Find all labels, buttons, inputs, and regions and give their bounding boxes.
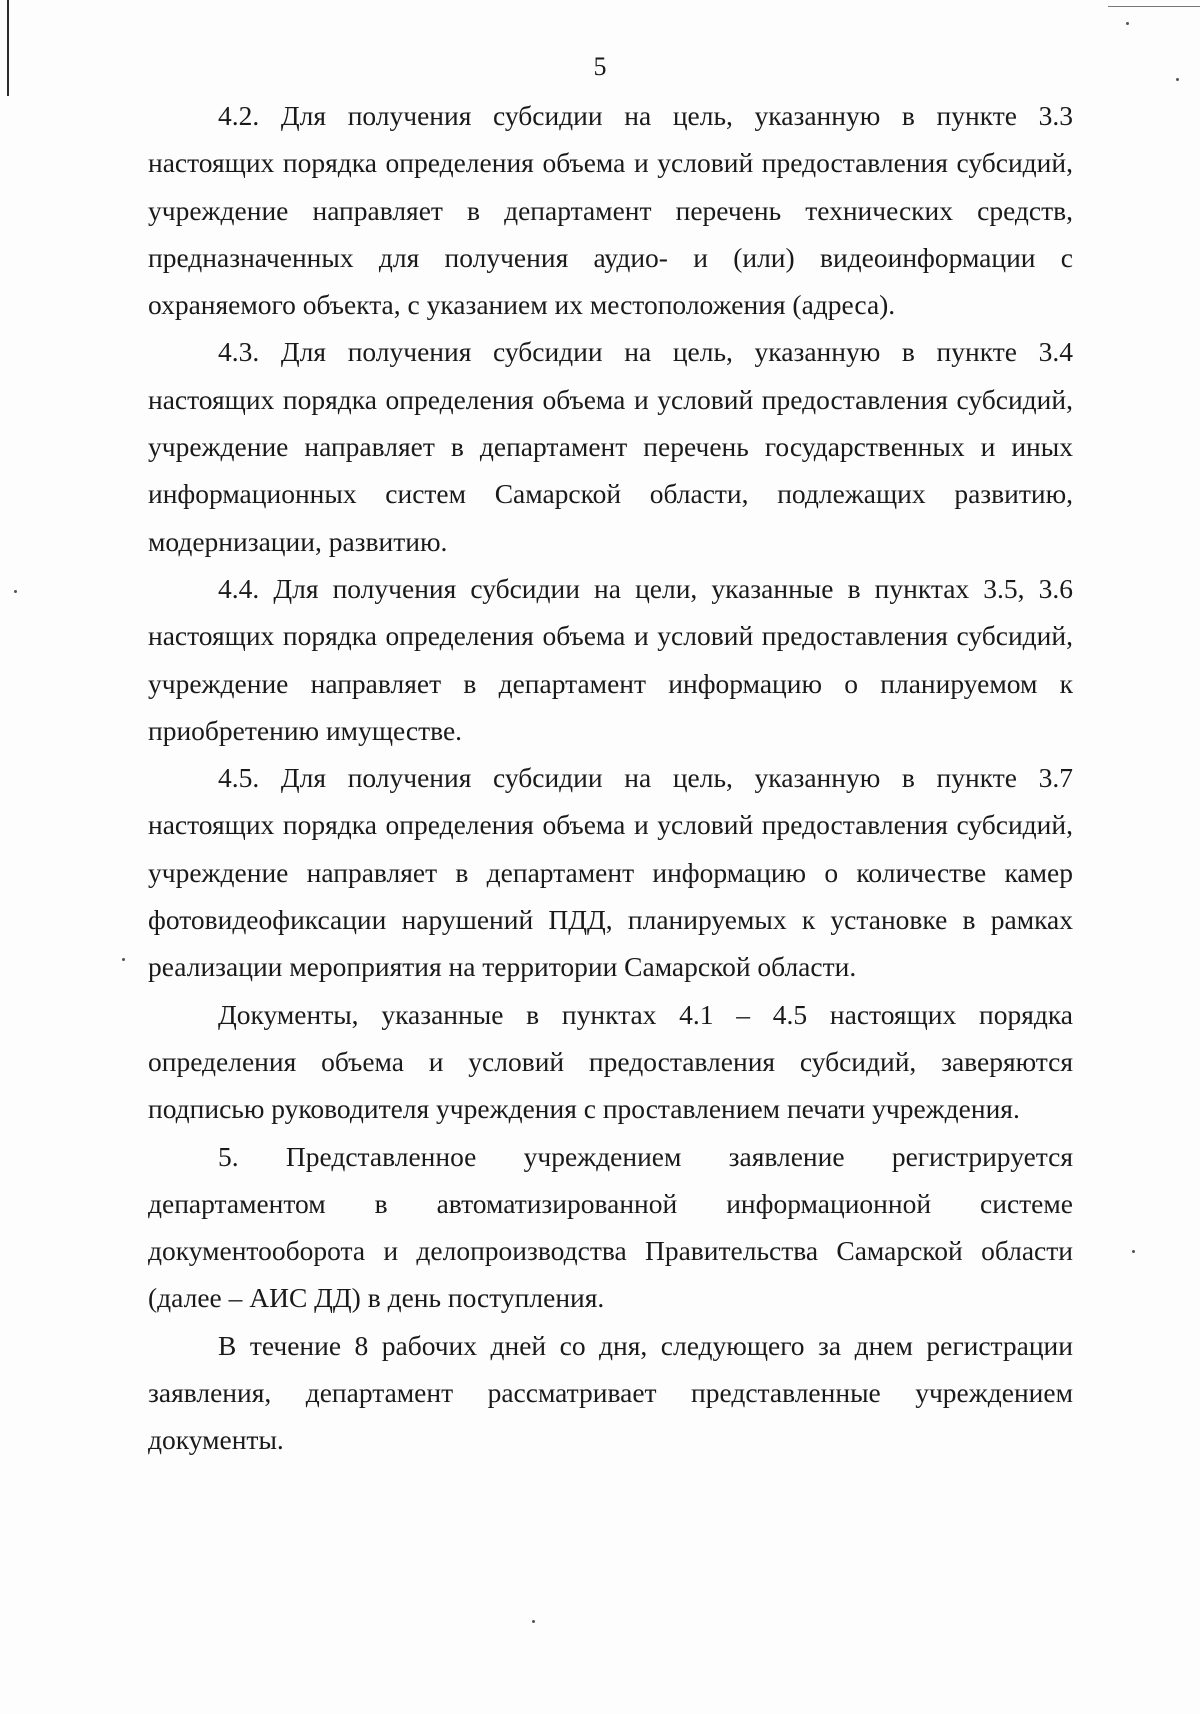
scan-speck <box>14 590 17 593</box>
paragraph-4-2: 4.2. Для получения субсидии на цель, указанную в пункте 3.3 настоящих порядка определения объема и условий предоставления субсидий, учреждение направляет в департамент перечень технических средств, предназначенных для получения аудио- и (или) видеоинформации с охраняемого объекта, с указанием их местоположения (адреса). <box>148 100 1073 321</box>
paragraph-4-3: 4.3. Для получения субсидии на цель, указанную в пункте 3.4 настоящих порядка определения объема и условий предоставления субсидий, учреждение направляет в департамент перечень государственных и иных информационных систем Самарской области, подлежащих развитию, модернизации, развитию. <box>148 336 1073 557</box>
paragraph-documents: Документы, указанные в пунктах 4.1 – 4.5 настоящих порядка определения объема и условий предоставления субсидий, заверяются подписью руководителя учреждения с проставлением печати учреждения. <box>148 998 1073 1125</box>
paragraph-4-5: 4.5. Для получения субсидии на цель, указанную в пункте 3.7 настоящих порядка определения объема и условий предоставления субсидий, учреждение направляет в департамент информацию о количестве камер фотовидеофиксации нарушений ПДД, планируемых к установке в рамках реализации мероприятия на территории Самарской области. <box>148 762 1073 983</box>
paragraph-review: В течение 8 рабочих дней со дня, следующего за днем регистрации заявления, департамент рассматривает представленные учреждением документы. <box>148 1329 1073 1456</box>
scan-speck <box>532 1620 535 1623</box>
page-number: 5 <box>593 52 607 81</box>
scan-speck <box>1132 1250 1135 1253</box>
document-body <box>148 92 1073 1464</box>
paragraph-5: 5. Представленное учреждением заявление регистрируется департаментом в автоматизированной информационной системе документооборота и делопроизводства Правительства Самарской области (далее – АИС ДД) в день поступления. <box>148 1140 1073 1314</box>
scan-edge-line <box>1108 6 1200 7</box>
paragraph-4-4: 4.4. Для получения субсидии на цели, указанные в пунктах 3.5, 3.6 настоящих порядка определения объема и условий предоставления субсидий, учреждение направляет в департамент информацию о планируемом к приобретению имуществе. <box>148 572 1073 746</box>
scan-speck <box>122 958 125 961</box>
scan-speck <box>1126 22 1129 25</box>
